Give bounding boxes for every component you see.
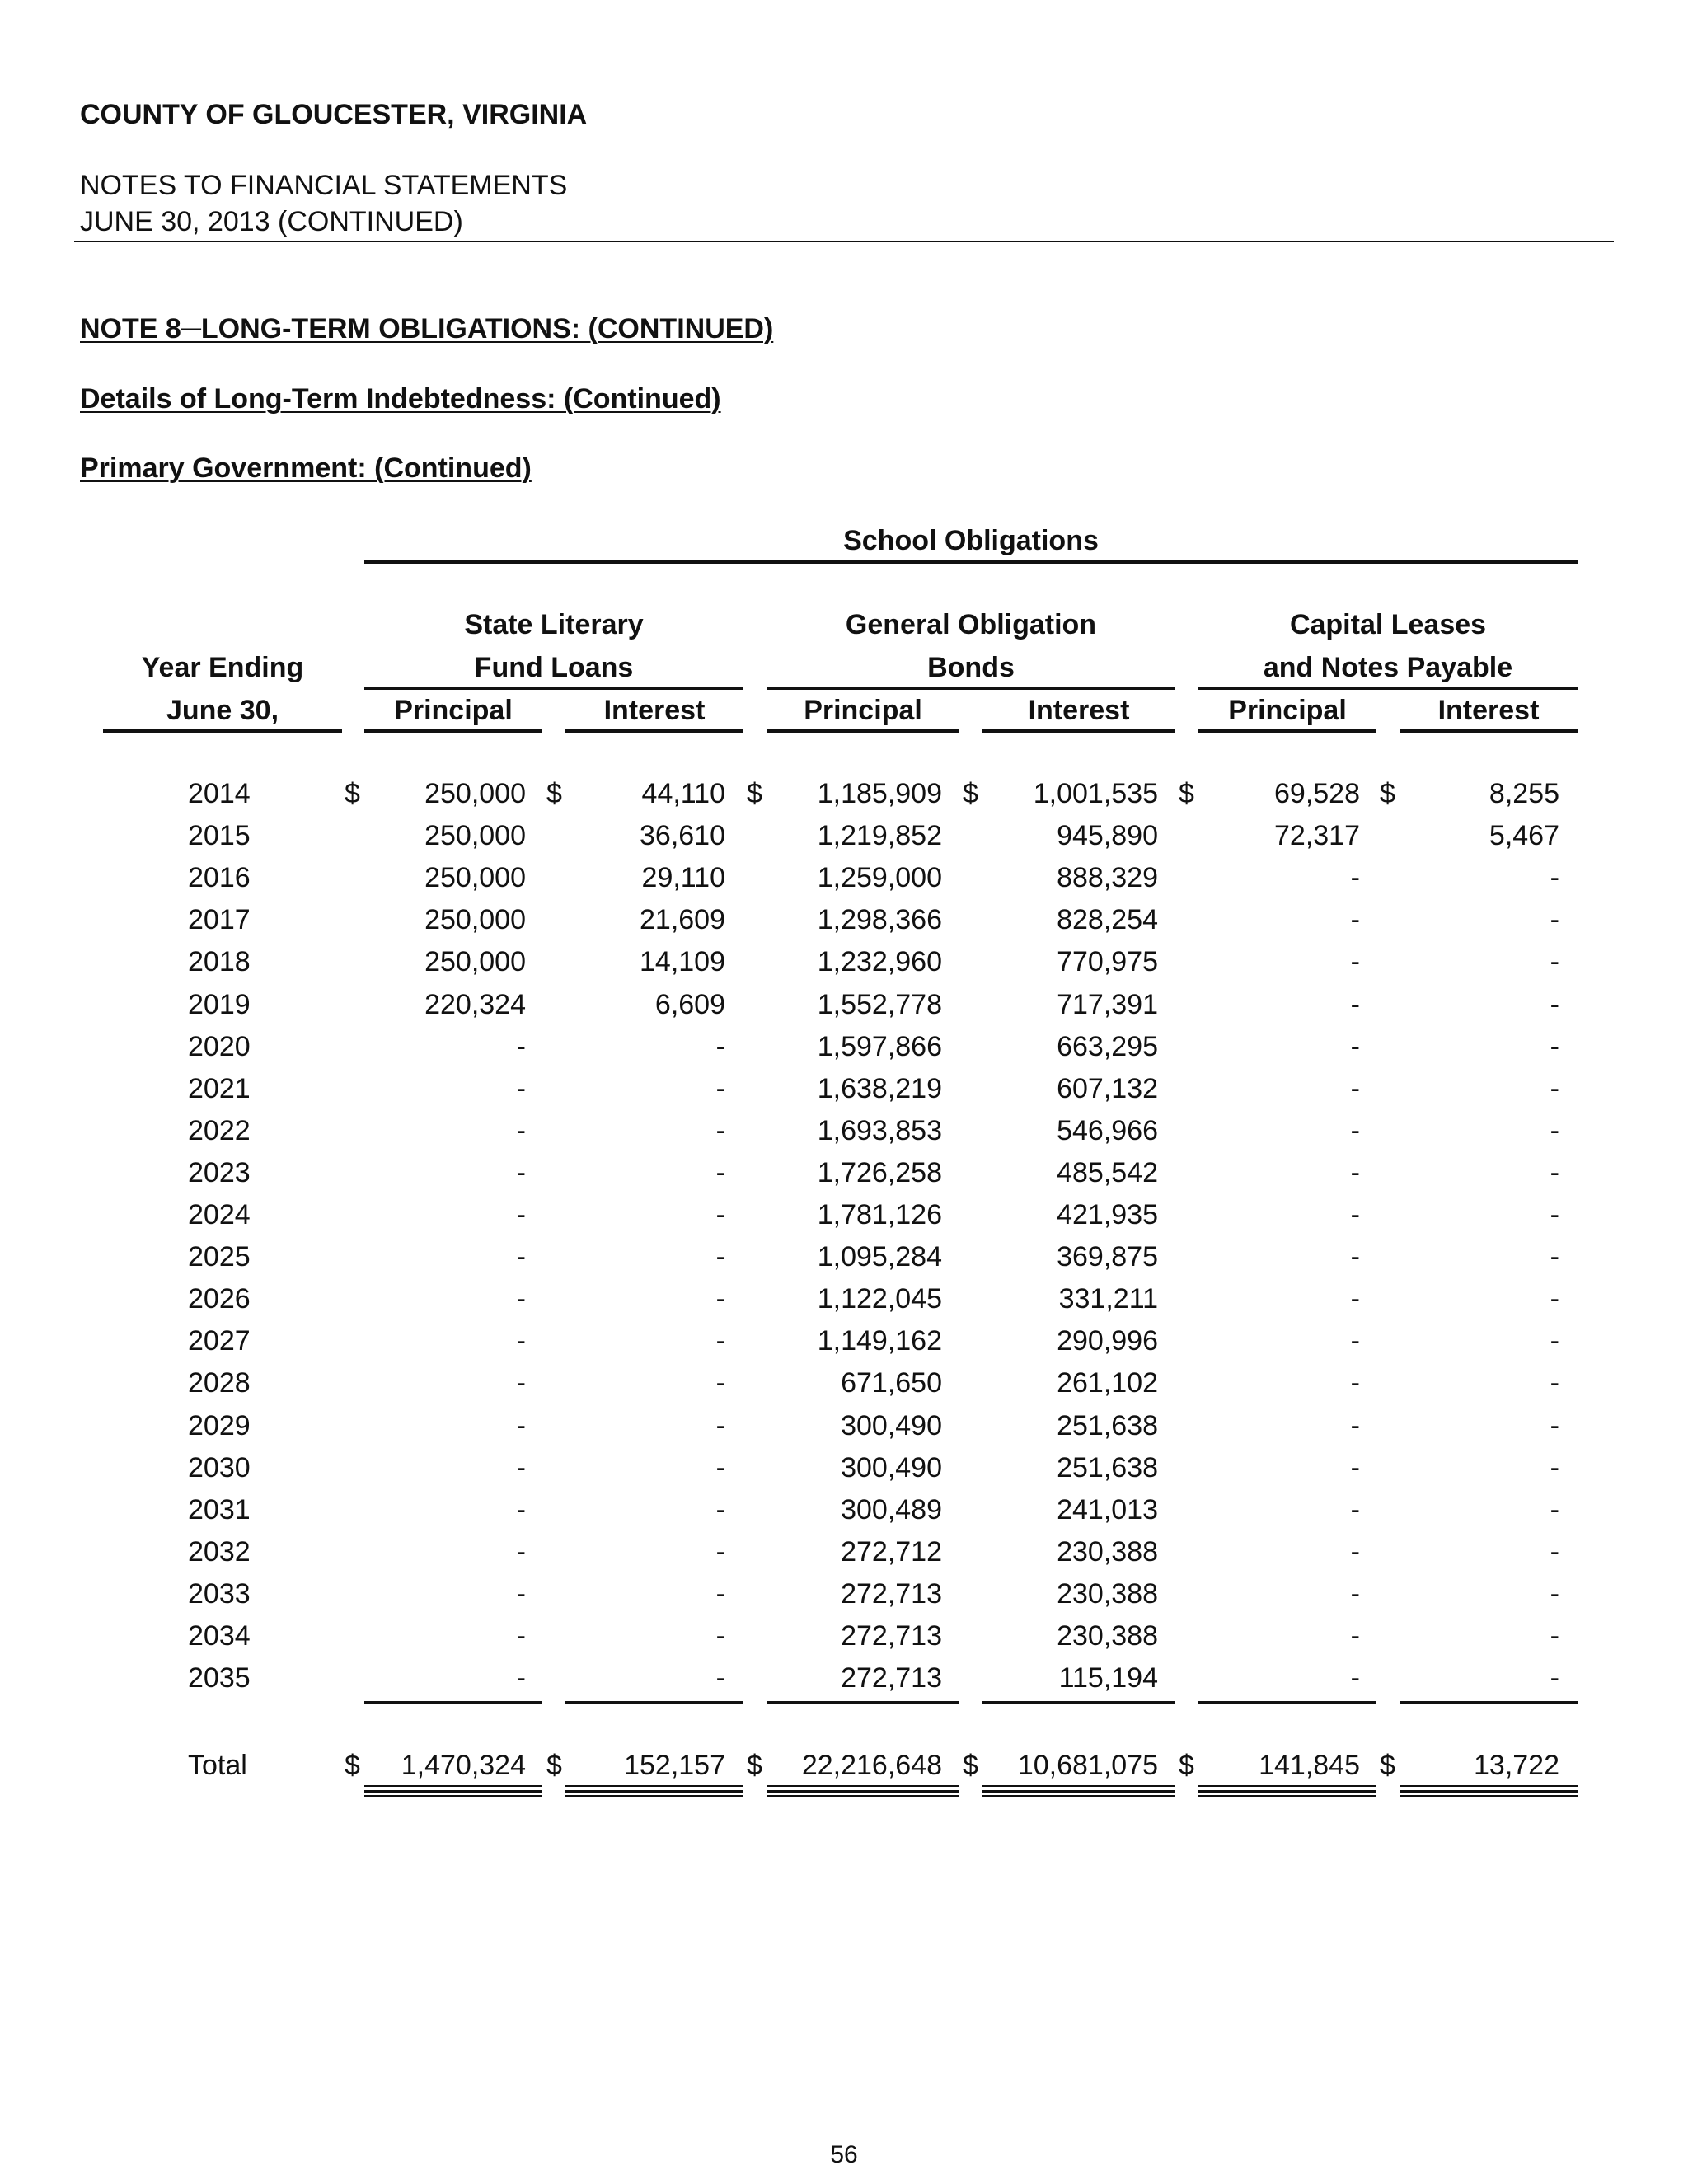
school-obligations-title: School Obligations bbox=[843, 525, 1099, 556]
total-value-cell: 152,157 bbox=[624, 1750, 725, 1781]
subheader-rule bbox=[1400, 729, 1578, 733]
value-cell: - bbox=[1550, 1451, 1559, 1483]
year-cell: 2034 bbox=[188, 1620, 251, 1652]
table-row bbox=[0, 1662, 1688, 1704]
value-cell: - bbox=[1350, 1325, 1360, 1357]
value-cell: 230,388 bbox=[1057, 1535, 1158, 1568]
value-cell: - bbox=[715, 1199, 725, 1230]
year-cell: 2030 bbox=[188, 1451, 251, 1483]
value-cell: 290,996 bbox=[1057, 1325, 1158, 1357]
value-cell: 1,185,909 bbox=[817, 778, 942, 809]
value-cell: - bbox=[1350, 1535, 1360, 1568]
statement-title: NOTES TO FINANCIAL STATEMENTS bbox=[80, 170, 568, 201]
value-cell: 717,391 bbox=[1057, 988, 1158, 1020]
value-cell: 44,110 bbox=[641, 778, 725, 809]
value-cell: 272,713 bbox=[841, 1620, 942, 1652]
year-cell: 2028 bbox=[188, 1367, 251, 1399]
value-cell: 421,935 bbox=[1057, 1199, 1158, 1230]
value-cell: - bbox=[516, 1620, 526, 1652]
total-underline bbox=[565, 1785, 743, 1787]
table-row bbox=[0, 1241, 1688, 1283]
value-cell: - bbox=[1350, 988, 1360, 1020]
value-cell: - bbox=[516, 1409, 526, 1441]
total-double-rule bbox=[767, 1790, 959, 1797]
header-divider bbox=[74, 241, 1614, 242]
table-row bbox=[0, 778, 1688, 820]
value-cell: 770,975 bbox=[1057, 946, 1158, 978]
table-row bbox=[0, 1494, 1688, 1536]
value-cell: - bbox=[1350, 1241, 1360, 1273]
subheader-interest: Interest bbox=[1028, 695, 1130, 726]
subtotal-rule bbox=[982, 1701, 1175, 1704]
value-cell: - bbox=[715, 1114, 725, 1146]
table-row bbox=[0, 862, 1688, 904]
value-cell: - bbox=[715, 1030, 725, 1062]
total-value-cell: 141,845 bbox=[1259, 1750, 1360, 1781]
year-cell: 2027 bbox=[188, 1325, 251, 1357]
group-header-capital-leases-2: and Notes Payable bbox=[1263, 652, 1513, 683]
value-cell: 69,528 bbox=[1274, 778, 1360, 809]
value-cell: - bbox=[715, 1367, 725, 1399]
group-rule bbox=[364, 687, 743, 690]
table-row bbox=[0, 904, 1688, 946]
value-cell: - bbox=[1350, 1072, 1360, 1104]
statement-date: JUNE 30, 2013 (CONTINUED) bbox=[80, 206, 463, 237]
total-underline bbox=[767, 1785, 959, 1787]
value-cell: - bbox=[715, 1072, 725, 1104]
table-row bbox=[0, 1410, 1688, 1452]
value-cell: - bbox=[715, 1535, 725, 1568]
table-row bbox=[0, 1199, 1688, 1241]
value-cell: 1,597,866 bbox=[817, 1030, 942, 1062]
currency-symbol: $ bbox=[963, 778, 978, 809]
county-title: COUNTY OF GLOUCESTER, VIRGINIA bbox=[80, 99, 588, 130]
value-cell: - bbox=[1350, 1199, 1360, 1230]
value-cell: 1,122,045 bbox=[817, 1283, 942, 1315]
currency-symbol: $ bbox=[1380, 1750, 1395, 1781]
subheader-principal: Principal bbox=[394, 695, 513, 726]
value-cell: 828,254 bbox=[1057, 904, 1158, 936]
subheader-rule bbox=[982, 729, 1175, 733]
value-cell: - bbox=[1550, 1577, 1559, 1610]
total-value-cell: 1,470,324 bbox=[401, 1750, 526, 1781]
value-cell: - bbox=[516, 1283, 526, 1315]
value-cell: - bbox=[1550, 1072, 1559, 1104]
details-heading: Details of Long-Term Indebtedness: (Continued) bbox=[80, 383, 721, 415]
value-cell: 546,966 bbox=[1057, 1114, 1158, 1146]
subheader-rule bbox=[364, 729, 542, 733]
value-cell: - bbox=[516, 1156, 526, 1188]
table-row bbox=[0, 1031, 1688, 1073]
year-cell: 2029 bbox=[188, 1409, 251, 1441]
value-cell: 272,713 bbox=[841, 1662, 942, 1694]
value-cell: 8,255 bbox=[1489, 778, 1559, 809]
currency-symbol: $ bbox=[747, 1750, 762, 1781]
year-cell: 2032 bbox=[188, 1535, 251, 1568]
year-cell: 2033 bbox=[188, 1577, 251, 1610]
value-cell: - bbox=[1550, 1114, 1559, 1146]
value-cell: - bbox=[516, 1199, 526, 1230]
value-cell: - bbox=[1350, 1493, 1360, 1526]
value-cell: 945,890 bbox=[1057, 820, 1158, 852]
currency-symbol: $ bbox=[546, 778, 562, 809]
group-title-rule bbox=[364, 560, 1578, 564]
value-cell: 671,650 bbox=[841, 1367, 942, 1399]
value-cell: - bbox=[1350, 1620, 1360, 1652]
total-double-rule bbox=[364, 1790, 542, 1797]
value-cell: - bbox=[1350, 1156, 1360, 1188]
value-cell: - bbox=[1350, 1409, 1360, 1441]
value-cell: - bbox=[516, 1367, 526, 1399]
year-cell: 2016 bbox=[188, 862, 251, 894]
table-row bbox=[0, 1283, 1688, 1325]
value-cell: - bbox=[715, 1620, 725, 1652]
value-cell: - bbox=[1350, 1577, 1360, 1610]
value-cell: - bbox=[715, 1283, 725, 1315]
value-cell: - bbox=[1550, 1283, 1559, 1315]
subheader-interest: Interest bbox=[603, 695, 706, 726]
table-row bbox=[0, 1157, 1688, 1199]
value-cell: 250,000 bbox=[424, 946, 526, 978]
value-cell: - bbox=[715, 1451, 725, 1483]
value-cell: - bbox=[715, 1493, 725, 1526]
value-cell: 1,726,258 bbox=[817, 1156, 942, 1188]
year-cell: 2031 bbox=[188, 1493, 251, 1526]
total-underline bbox=[982, 1785, 1175, 1787]
value-cell: - bbox=[1550, 904, 1559, 936]
value-cell: 250,000 bbox=[424, 862, 526, 894]
currency-symbol: $ bbox=[345, 1750, 360, 1781]
value-cell: 230,388 bbox=[1057, 1620, 1158, 1652]
total-double-rule bbox=[1198, 1790, 1376, 1797]
table-row bbox=[0, 989, 1688, 1031]
value-cell: - bbox=[1550, 1199, 1559, 1230]
subheader-rule bbox=[565, 729, 743, 733]
group-header-general-obligation: General Obligation bbox=[845, 609, 1097, 640]
total-value-cell: 13,722 bbox=[1474, 1750, 1559, 1781]
value-cell: - bbox=[516, 1072, 526, 1104]
table-row bbox=[0, 1536, 1688, 1578]
value-cell: 115,194 bbox=[1058, 1662, 1158, 1694]
value-cell: 6,609 bbox=[654, 988, 725, 1020]
value-cell: 1,552,778 bbox=[817, 988, 942, 1020]
value-cell: - bbox=[516, 1493, 526, 1526]
value-cell: - bbox=[1550, 1156, 1559, 1188]
value-cell: 1,693,853 bbox=[817, 1114, 942, 1146]
value-cell: 251,638 bbox=[1057, 1451, 1158, 1483]
value-cell: - bbox=[1550, 988, 1559, 1020]
value-cell: - bbox=[715, 1662, 725, 1694]
total-double-rule bbox=[982, 1790, 1175, 1797]
currency-symbol: $ bbox=[546, 1750, 562, 1781]
value-cell: - bbox=[1550, 1409, 1559, 1441]
value-cell: 331,211 bbox=[1058, 1283, 1158, 1315]
group-header-capital-leases: Capital Leases bbox=[1289, 609, 1487, 640]
total-double-rule bbox=[565, 1790, 743, 1797]
value-cell: - bbox=[516, 1325, 526, 1357]
value-cell: 1,259,000 bbox=[817, 862, 942, 894]
total-underline bbox=[1400, 1785, 1578, 1787]
total-double-rule bbox=[1400, 1790, 1578, 1797]
value-cell: - bbox=[516, 1662, 526, 1694]
year-cell: 2014 bbox=[188, 778, 251, 809]
subheader-principal: Principal bbox=[804, 695, 922, 726]
value-cell: - bbox=[516, 1535, 526, 1568]
value-cell: - bbox=[1350, 1114, 1360, 1146]
value-cell: - bbox=[1550, 1535, 1559, 1568]
group-rule bbox=[767, 687, 1175, 690]
table-row bbox=[0, 1367, 1688, 1409]
total-value-cell: 10,681,075 bbox=[1017, 1750, 1158, 1781]
year-header-line1: Year Ending bbox=[141, 652, 304, 683]
value-cell: 261,102 bbox=[1057, 1367, 1158, 1399]
value-cell: - bbox=[1350, 1283, 1360, 1315]
currency-symbol: $ bbox=[963, 1750, 978, 1781]
total-underline bbox=[364, 1785, 542, 1787]
value-cell: 250,000 bbox=[424, 904, 526, 936]
value-cell: - bbox=[715, 1156, 725, 1188]
value-cell: - bbox=[1550, 1620, 1559, 1652]
value-cell: 1,149,162 bbox=[817, 1325, 942, 1357]
subtotal-rule bbox=[1400, 1701, 1578, 1704]
year-cell: 2015 bbox=[188, 820, 251, 852]
value-cell: - bbox=[516, 1451, 526, 1483]
value-cell: - bbox=[1350, 1451, 1360, 1483]
year-cell: 2023 bbox=[188, 1156, 251, 1188]
value-cell: 250,000 bbox=[424, 820, 526, 852]
value-cell: 250,000 bbox=[424, 778, 526, 809]
value-cell: - bbox=[1350, 946, 1360, 978]
currency-symbol: $ bbox=[1179, 778, 1194, 809]
subtotal-rule bbox=[565, 1701, 743, 1704]
value-cell: 1,095,284 bbox=[817, 1241, 942, 1273]
value-cell: - bbox=[1550, 862, 1559, 894]
value-cell: - bbox=[516, 1241, 526, 1273]
value-cell: 300,489 bbox=[841, 1493, 942, 1526]
table-row bbox=[0, 820, 1688, 862]
value-cell: - bbox=[1350, 1030, 1360, 1062]
value-cell: 1,001,535 bbox=[1033, 778, 1158, 809]
value-cell: - bbox=[1550, 946, 1559, 978]
note-heading: NOTE 8─LONG-TERM OBLIGATIONS: (CONTINUED) bbox=[80, 313, 774, 344]
value-cell: 5,467 bbox=[1489, 820, 1559, 852]
value-cell: - bbox=[516, 1030, 526, 1062]
value-cell: 29,110 bbox=[641, 862, 725, 894]
currency-symbol: $ bbox=[747, 778, 762, 809]
value-cell: - bbox=[516, 1577, 526, 1610]
value-cell: 1,781,126 bbox=[817, 1199, 942, 1230]
value-cell: 272,713 bbox=[841, 1577, 942, 1610]
table-row bbox=[0, 1325, 1688, 1367]
value-cell: 241,013 bbox=[1057, 1493, 1158, 1526]
table-row bbox=[0, 1620, 1688, 1662]
value-cell: - bbox=[715, 1325, 725, 1357]
subheader-rule bbox=[1198, 729, 1376, 733]
value-cell: - bbox=[1550, 1662, 1559, 1694]
value-cell: 888,329 bbox=[1057, 862, 1158, 894]
total-underline bbox=[1198, 1785, 1376, 1787]
value-cell: - bbox=[1550, 1030, 1559, 1062]
value-cell: 21,609 bbox=[640, 904, 725, 936]
subheader-principal: Principal bbox=[1228, 695, 1347, 726]
value-cell: 1,638,219 bbox=[817, 1072, 942, 1104]
year-cell: 2022 bbox=[188, 1114, 251, 1146]
value-cell: - bbox=[715, 1577, 725, 1610]
year-cell: 2035 bbox=[188, 1662, 251, 1694]
value-cell: 369,875 bbox=[1057, 1241, 1158, 1273]
value-cell: - bbox=[1550, 1241, 1559, 1273]
subtotal-rule bbox=[364, 1701, 542, 1704]
year-cell: 2018 bbox=[188, 946, 251, 978]
value-cell: - bbox=[1550, 1367, 1559, 1399]
value-cell: - bbox=[1350, 1662, 1360, 1694]
currency-symbol: $ bbox=[1179, 1750, 1194, 1781]
value-cell: - bbox=[1550, 1325, 1559, 1357]
value-cell: 230,388 bbox=[1057, 1577, 1158, 1610]
table-row bbox=[0, 1578, 1688, 1620]
table-row bbox=[0, 1115, 1688, 1157]
value-cell: 14,109 bbox=[640, 946, 725, 978]
value-cell: - bbox=[715, 1409, 725, 1441]
value-cell: 1,232,960 bbox=[817, 946, 942, 978]
group-header-state-literary-2: Fund Loans bbox=[474, 652, 634, 683]
subheader-rule bbox=[767, 729, 959, 733]
subheader-interest: Interest bbox=[1437, 695, 1540, 726]
currency-symbol: $ bbox=[1380, 778, 1395, 809]
year-header-line2: June 30, bbox=[166, 695, 279, 726]
group-header-general-obligation-2: Bonds bbox=[927, 652, 1015, 683]
value-cell: 72,317 bbox=[1274, 820, 1360, 852]
year-cell: 2019 bbox=[188, 988, 251, 1020]
value-cell: 220,324 bbox=[424, 988, 526, 1020]
subtotal-rule bbox=[767, 1701, 959, 1704]
value-cell: - bbox=[1350, 862, 1360, 894]
currency-symbol: $ bbox=[345, 778, 360, 809]
year-cell: 2020 bbox=[188, 1030, 251, 1062]
value-cell: - bbox=[516, 1114, 526, 1146]
total-value-cell: 22,216,648 bbox=[801, 1750, 942, 1781]
value-cell: 1,298,366 bbox=[817, 904, 942, 936]
value-cell: 300,490 bbox=[841, 1451, 942, 1483]
year-cell: 2017 bbox=[188, 904, 251, 936]
page-number: 56 bbox=[830, 2141, 858, 2168]
table-row bbox=[0, 946, 1688, 988]
value-cell: 663,295 bbox=[1057, 1030, 1158, 1062]
value-cell: 251,638 bbox=[1057, 1409, 1158, 1441]
year-header-rule bbox=[103, 729, 342, 733]
year-cell: 2025 bbox=[188, 1241, 251, 1273]
value-cell: - bbox=[1350, 1367, 1360, 1399]
value-cell: - bbox=[715, 1241, 725, 1273]
primary-government-heading: Primary Government: (Continued) bbox=[80, 452, 532, 484]
value-cell: 485,542 bbox=[1057, 1156, 1158, 1188]
value-cell: - bbox=[1550, 1493, 1559, 1526]
table-row bbox=[0, 1073, 1688, 1115]
subtotal-rule bbox=[1198, 1701, 1376, 1704]
value-cell: 300,490 bbox=[841, 1409, 942, 1441]
year-cell: 2024 bbox=[188, 1199, 251, 1230]
value-cell: 1,219,852 bbox=[817, 820, 942, 852]
year-cell: 2021 bbox=[188, 1072, 251, 1104]
group-header-state-literary: State Literary bbox=[464, 609, 644, 640]
value-cell: 607,132 bbox=[1057, 1072, 1158, 1104]
value-cell: - bbox=[1350, 904, 1360, 936]
table-row bbox=[0, 1452, 1688, 1494]
group-rule bbox=[1198, 687, 1578, 690]
value-cell: 272,712 bbox=[841, 1535, 942, 1568]
year-cell: 2026 bbox=[188, 1283, 251, 1315]
total-label: Total bbox=[188, 1750, 247, 1781]
value-cell: 36,610 bbox=[640, 820, 725, 852]
